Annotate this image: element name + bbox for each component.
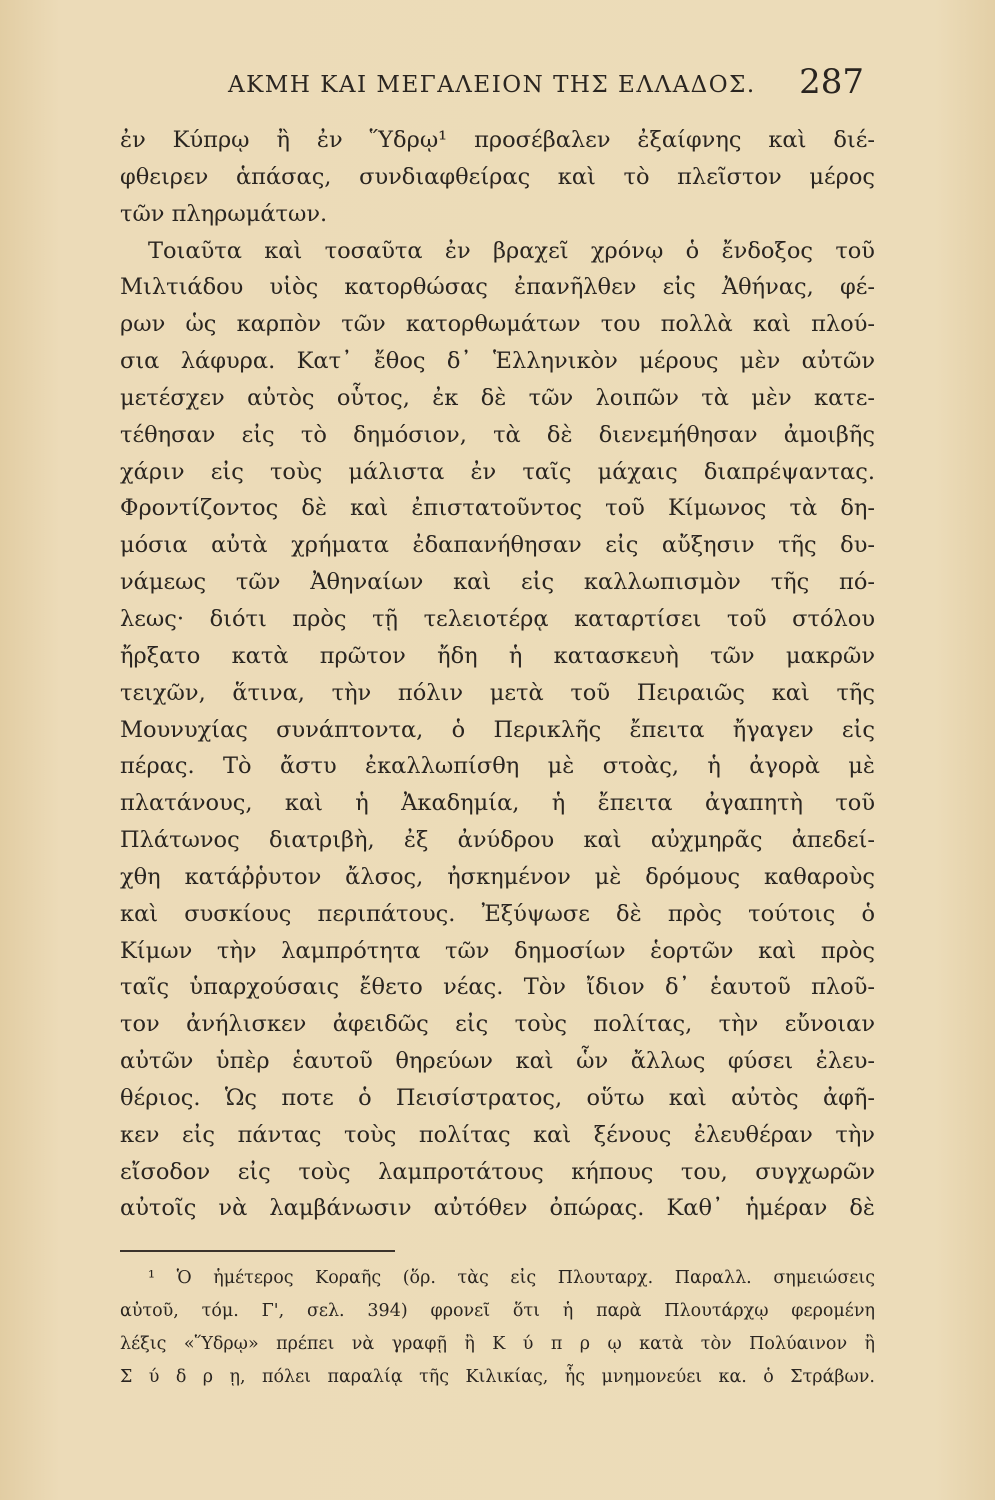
text-line: πέρας. Τὸ ἄστυ ἐκαλλωπίσθη μὲ στοὰς, ἡ ἀγορὰ μὲ — [120, 753, 875, 780]
footnotes — [120, 1262, 875, 1394]
footnote-line: αὐτοῦ, τόμ. Γ', σελ. 394) φρονεῖ ὅτι ἡ παρὰ Πλουτάρχῳ φερομένη — [120, 1301, 875, 1321]
text-line: Πλάτωνος διατριβὴ, ἐξ ἀνύδρου καὶ αὐχμηρᾶς ἀπεδεί- — [120, 827, 875, 854]
text-line: μετέσχεν αὐτὸς οὗτος, ἐκ δὲ τῶν λοιπῶν τὰ μὲν κατε- — [120, 384, 875, 411]
text-line: ἤρξατο κατὰ πρῶτον ἤδη ἡ κατασκευὴ τῶν μακρῶν — [120, 642, 875, 669]
footnote-rule — [120, 1250, 395, 1252]
footnote-line: Σ ύ δ ρ ῃ, πόλει παραλίᾳ τῆς Κιλικίας, ἧς μνημονεύει κα. ὁ Στράβων. — [120, 1367, 875, 1387]
text-line: αὐτῶν ὑπὲρ ἑαυτοῦ θηρεύων καὶ ὧν ἄλλως φύσει ἐλευ- — [120, 1048, 875, 1075]
text-line: μόσια αὐτὰ χρήματα ἐδαπανήθησαν εἰς αὔξησιν τῆς δυ- — [120, 532, 875, 559]
text-line: σια λάφυρα. Κατ᾽ ἔθος δ᾽ Ἑλληνικὸν μέρους μὲν αὐτῶν — [120, 348, 875, 375]
text-line: Φροντίζοντος δὲ καὶ ἐπιστατοῦντος τοῦ Κίμωνος τὰ δη- — [120, 495, 875, 522]
text-line: λεως· διότι πρὸς τῇ τελειοτέρᾳ καταρτίσει τοῦ στόλου — [120, 605, 875, 632]
text-line: χθη κατάῤῥυτον ἄλσος, ἠσκημένον μὲ δρόμους καθαροὺς — [120, 863, 875, 890]
footnote-line: λέξις «Ὕδρῳ» πρέπει νὰ γραφῇ ἢ Κ ύ π ρ ῳ κατὰ τὸν Πολύαινον ἢ — [120, 1334, 875, 1354]
text-line: πλατάνους, καὶ ἡ Ἀκαδημία, ἡ ἔπειτα ἀγαπητὴ τοῦ — [120, 790, 875, 817]
text-line: τῶν πληρωμάτων. — [120, 200, 328, 227]
running-title: ΑΚΜΗ ΚΑΙ ΜΕΓΑΛΕΙΟΝ ΤΗΣ ΕΛΛΑΔΟΣ. — [228, 72, 756, 98]
text-line: καὶ συσκίους περιπάτους. Ἐξύψωσε δὲ πρὸς τούτοις ὁ — [120, 900, 875, 927]
text-line: ἐν Κύπρῳ ἢ ἐν Ὕδρῳ¹ προσέβαλεν ἐξαίφνης καὶ διέ- — [120, 127, 875, 153]
text-line: τέθησαν εἰς τὸ δημόσιον, τὰ δὲ διενεμήθησαν ἀμοιβῆς — [120, 421, 875, 448]
text-line: χάριν εἰς τοὺς μάλιστα ἐν ταῖς μάχαις διαπρέψαντας. — [120, 458, 875, 485]
text-line: θέριος. Ὡς ποτε ὁ Πεισίστρατος, οὕτω καὶ αὐτὸς ἀφῆ- — [120, 1084, 875, 1111]
text-line: Μιλτιάδου υἱὸς κατορθώσας ἐπανῆλθεν εἰς Ἀθήνας, φέ- — [120, 274, 875, 301]
footnote-line: ¹ Ὁ ἡμέτερος Κοραῆς (ὅρ. τὰς εἰς Πλουταρχ. Παραλλ. σημειώσεις — [148, 1268, 875, 1288]
text-line: κεν εἰς πάντας τοὺς πολίτας καὶ ξένους ἐλευθέραν τὴν — [120, 1121, 875, 1148]
text-line: Μουνυχίας συνάπτοντα, ὁ Περικλῆς ἔπειτα ἤγαγεν εἰς — [120, 716, 875, 743]
text-line: Τοιαῦτα καὶ τοσαῦτα ἐν βραχεῖ χρόνῳ ὁ ἔνδοξος τοῦ — [148, 237, 875, 264]
text-line: φθειρεν ἁπάσας, συνδιαφθείρας καὶ τὸ πλεῖστον μέρος — [120, 163, 875, 190]
text-line: εἴσοδον εἰς τοὺς λαμπροτάτους κήπους του, συγχωρῶν — [120, 1158, 875, 1185]
page-number: 287 — [799, 62, 864, 102]
text-line: ταῖς ὑπαρχούσαις ἔθετο νέας. Τὸν ἴδιον δ᾽ ἑαυτοῦ πλοῦ- — [120, 974, 875, 1001]
text-line: αὐτοῖς νὰ λαμβάνωσιν αὐτόθεν ὀπώρας. Καθ᾽ ἡμέραν δὲ — [120, 1195, 875, 1222]
page-header — [228, 62, 868, 106]
text-line: ρων ὡς καρπὸν τῶν κατορθωμάτων του πολλὰ καὶ πλού- — [120, 311, 875, 338]
text-line: νάμεως τῶν Ἀθηναίων καὶ εἰς καλλωπισμὸν τῆς πό- — [120, 569, 875, 596]
main-text — [120, 122, 875, 1227]
text-line: τον ἀνήλισκεν ἀφειδῶς εἰς τοὺς πολίτας, τὴν εὔνοιαν — [120, 1011, 875, 1038]
text-line: τειχῶν, ἅτινα, τὴν πόλιν μετὰ τοῦ Πειραιῶς καὶ τῆς — [120, 679, 875, 706]
text-line: Κίμων τὴν λαμπρότητα τῶν δημοσίων ἑορτῶν καὶ πρὸς — [120, 937, 875, 964]
